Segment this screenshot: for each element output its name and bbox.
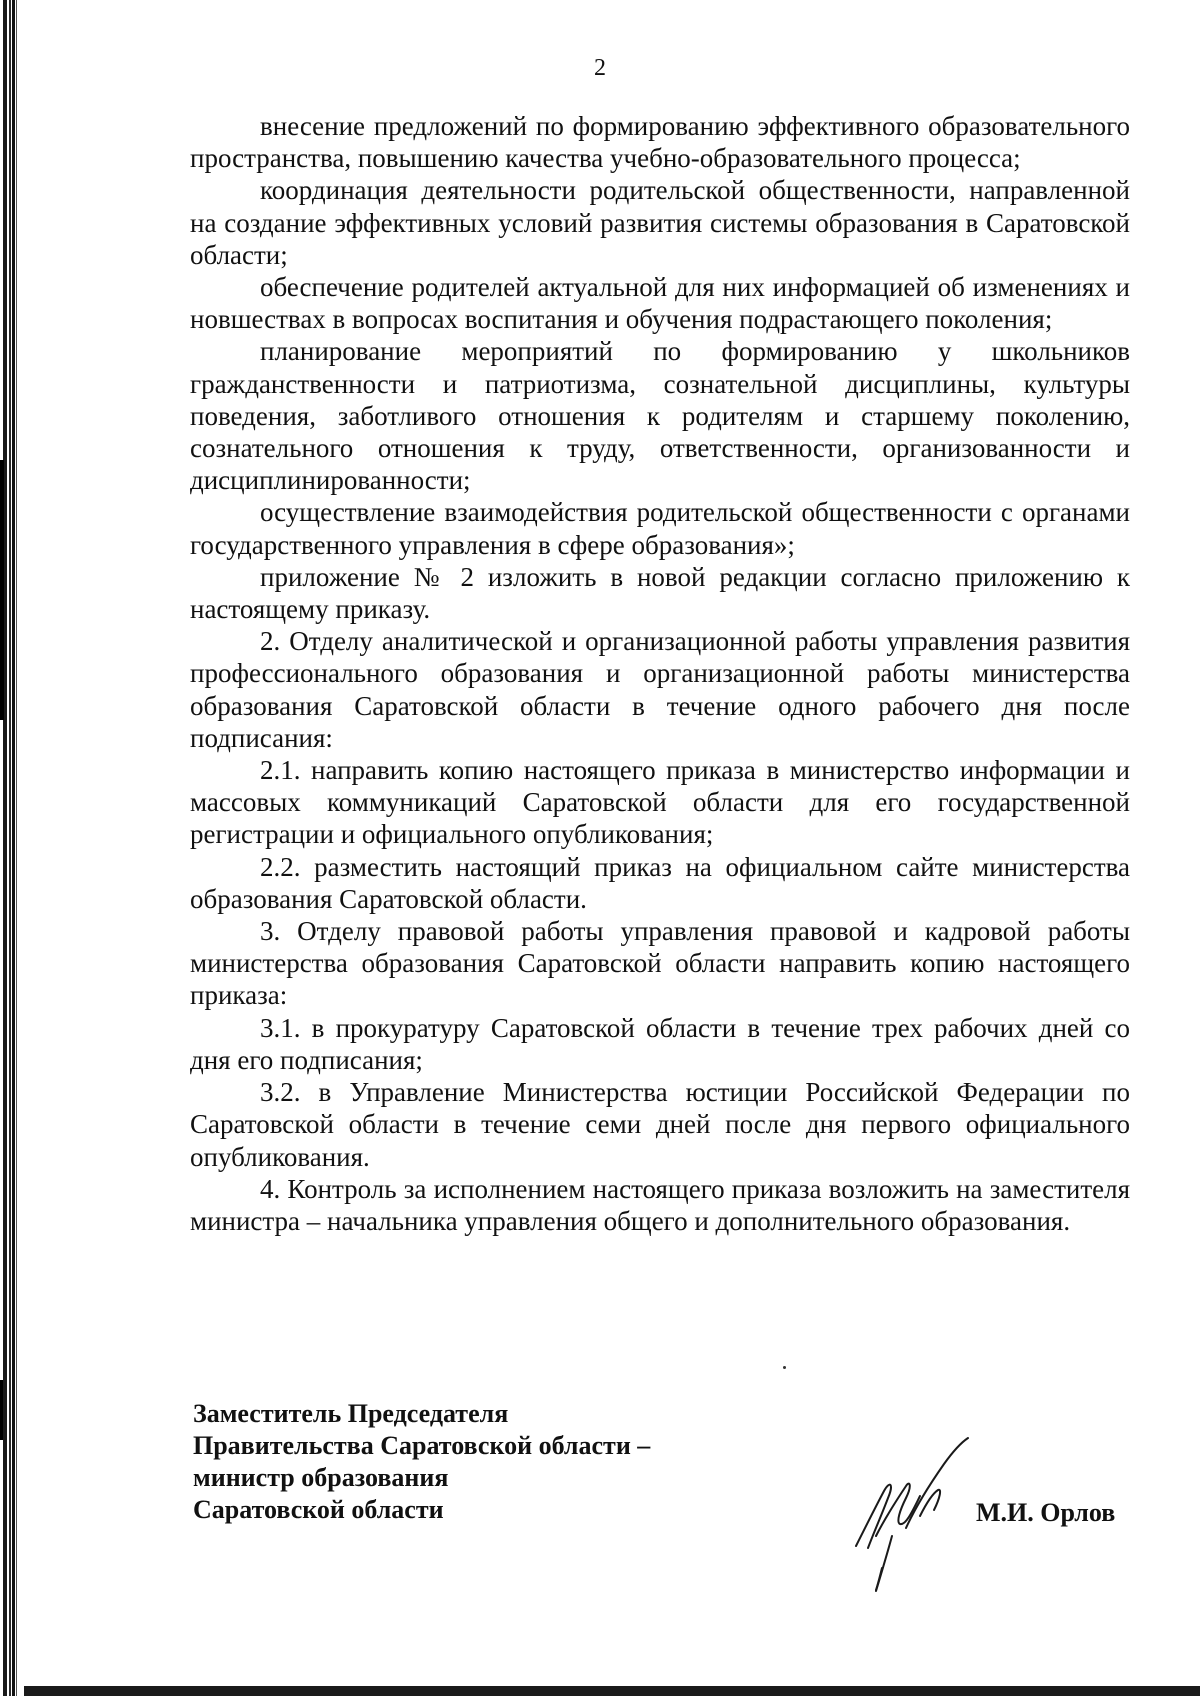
signatory-position-line: министр образования [193, 1463, 449, 1492]
signatory-position [193, 1398, 693, 1526]
paragraph: 3.1. в прокуратуру Саратовской области в течение трех рабочих дней со дня его подписания; [190, 1012, 1130, 1075]
paragraph: 4. Контроль за исполнением настоящего приказа возложить на заместителя министра – начальника управления общего и дополнительного образования. [190, 1173, 1130, 1236]
page-number: 2 [594, 55, 606, 81]
document-body [190, 110, 1130, 1237]
paragraph: обеспечение родителей актуальной для них информацией об изменениях и новшествах в вопросах воспитания и обучения подрастающего поколения; [190, 272, 1130, 335]
signatory-position-line: Заместитель Председателя [193, 1399, 509, 1428]
paragraph: осуществление взаимодействия родительской общественности с органами государственного управления в сфере образования»; [190, 497, 1130, 560]
paragraph: 2.2. разместить настоящий приказ на официальном сайте министерства образования Саратовской области. [190, 851, 1130, 914]
signatory-position-line: Саратовской области [193, 1495, 444, 1524]
signatory-name: М.И. Орлов [976, 1498, 1116, 1527]
paragraph: координация деятельности родительской общественности, направленной на создание эффективных условий развития системы образования в Саратовской области; [190, 175, 1130, 270]
paragraph: планирование мероприятий по формированию у школьников гражданственности и патриотизма, сознательной дисциплины, культуры поведения, заботливого отношения к родителям и старшему поколению, сознательного отношения к труду, ответственности, организованности и дисциплинированности; [190, 336, 1130, 496]
scan-edge-bottom [24, 1686, 1200, 1696]
handwritten-signature [846, 1436, 996, 1596]
scan-edge-left [0, 0, 24, 1696]
paragraph: внесение предложений по формированию эффективного образовательного пространства, повышению качества учебно-образовательного процесса; [190, 111, 1130, 174]
paragraph: 3.2. в Управление Министерства юстиции Российской Федерации по Саратовской области в течение семи дней после дня первого официального опубликования. [190, 1077, 1130, 1172]
paragraph: 2. Отделу аналитической и организационной работы управления развития профессионального образования и организационной работы министерства образования Саратовской области в течение одного рабочего дня после подписания: [190, 626, 1130, 753]
signatory-position-line: Правительства Саратовской области – [193, 1431, 651, 1460]
paragraph: 2.1. направить копию настоящего приказа в министерство информации и массовых коммуникаций Саратовской области для его государственной регистрации и официального опубликования; [190, 755, 1130, 850]
scan-speck [783, 1366, 786, 1369]
paragraph: 3. Отделу правовой работы управления правовой и кадровой работы министерства образования Саратовской области направить копию настоящего приказа: [190, 916, 1130, 1011]
paragraph: приложение № 2 изложить в новой редакции согласно приложению к настоящему приказу. [190, 561, 1130, 625]
